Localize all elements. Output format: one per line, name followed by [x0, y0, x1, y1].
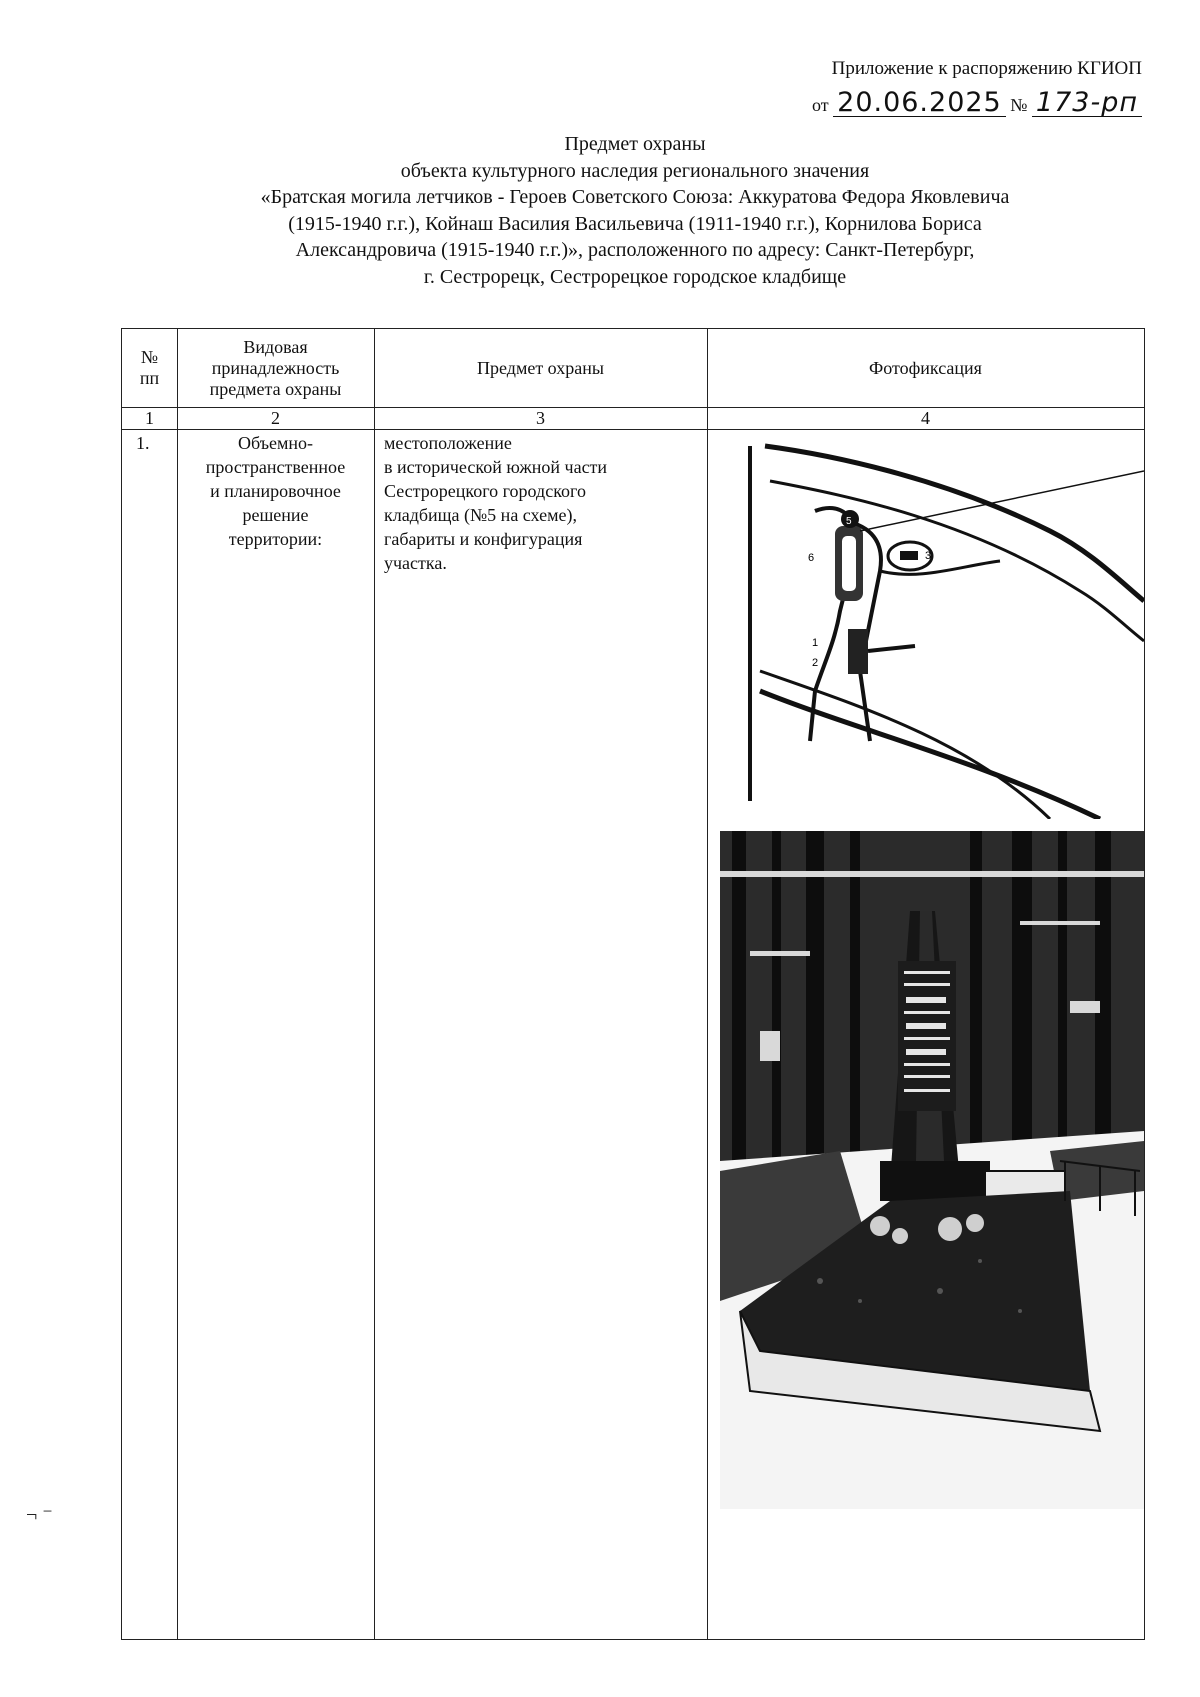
monument-photo — [720, 831, 1144, 1509]
row-divider — [122, 429, 1144, 430]
map-label: 1 — [812, 637, 819, 649]
cemetery-map-drawing — [720, 441, 1144, 819]
title-line: Александровича (1915-1940 г.г.)», расположенного по адресу: Санкт-Петербург, — [295, 239, 975, 261]
type-line: пространственное — [205, 457, 346, 477]
column-number: 3 — [536, 407, 545, 428]
subject-line: габариты и конфигурация — [384, 529, 583, 549]
row-subject — [384, 431, 704, 575]
order-number: 173-рп — [1032, 90, 1142, 117]
column-divider — [374, 329, 375, 1639]
map-label: 6 — [808, 552, 815, 564]
subject-line: Сестрорецкого городского — [384, 481, 586, 501]
column-number: 2 — [271, 407, 280, 428]
type-line: решение — [242, 505, 309, 525]
title-line: объекта культурного наследия регионального значения — [400, 159, 870, 182]
title-line: (1915-1940 г.г.), Койнаш Василия Васильевича (1911-1940 г.г.), Корнилова Бориса — [288, 212, 982, 235]
column-number: 4 — [921, 407, 930, 428]
row-type — [177, 431, 374, 551]
order-date: 20.06.2025 — [833, 90, 1006, 117]
header-number-abbr: пп — [139, 368, 160, 388]
map-label: 2 — [812, 657, 819, 669]
type-line: Объемно- — [237, 433, 314, 453]
title-line: «Братская могила летчиков - Героев Советского Союза: Аккуратова Федора Яковлевича — [260, 186, 1010, 208]
header-subject: Предмет охраны — [477, 357, 604, 378]
header-photo: Фотофиксация — [869, 357, 982, 378]
cemetery-map-image — [720, 441, 1144, 819]
map-label: 3 — [925, 550, 932, 562]
subject-line: участка. — [384, 553, 447, 573]
order-reference — [812, 87, 1142, 118]
header-number-sign: № — [140, 347, 159, 367]
monument-photo-drawing — [720, 831, 1144, 1509]
map-label: 5 — [846, 516, 852, 527]
type-line: и планировочное — [210, 481, 341, 501]
row-number: 1. — [136, 433, 150, 453]
header-number — [122, 329, 177, 407]
appendix-header — [812, 58, 1142, 117]
appendix-line: Приложение к распоряжению КГИОП — [831, 58, 1142, 79]
column-number: 1 — [145, 407, 154, 428]
number-sign: № — [1010, 95, 1028, 115]
title-line: Предмет охраны — [564, 133, 706, 155]
title-line: г. Сестрорецк, Сестрорецкое городское кладбище — [423, 265, 847, 288]
protection-subject-table — [121, 328, 1145, 1640]
subject-line: в исторической южной части — [384, 457, 608, 477]
margin-mark: ¬ ⁻ — [26, 1504, 53, 1526]
document-title — [120, 131, 1150, 290]
column-divider — [707, 329, 708, 1639]
subject-line: местоположение — [384, 433, 512, 453]
type-line: территории: — [228, 529, 323, 549]
header-type: Видовая принадлежность предмета охраны — [209, 336, 342, 399]
date-prefix: от — [812, 95, 829, 115]
subject-line: кладбища (№5 на схеме), — [384, 505, 577, 525]
